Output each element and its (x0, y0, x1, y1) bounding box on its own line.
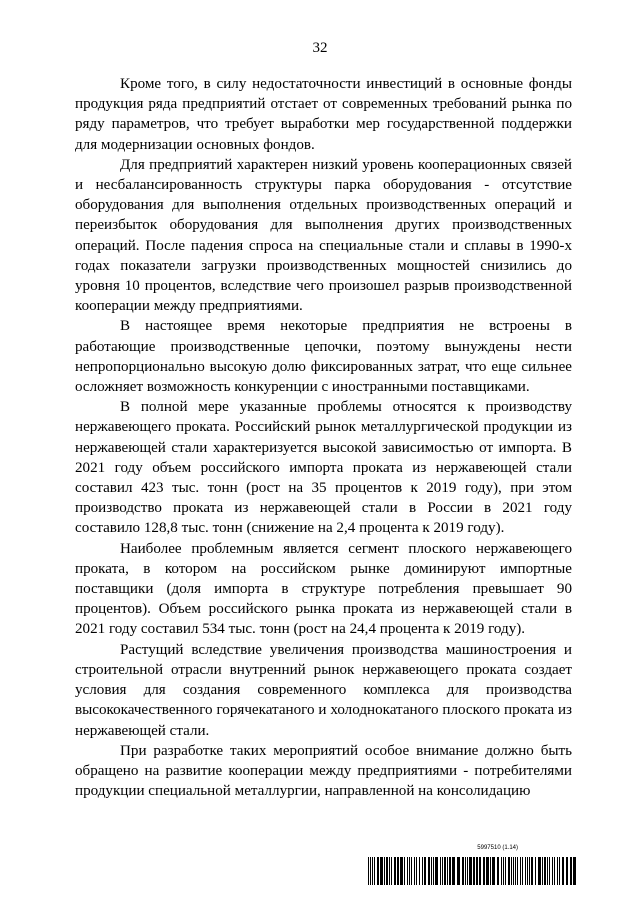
paragraph: Для предприятий характерен низкий уровень кооперационных связей и несбалансированность структуры парка оборудования - отсутствие оборудования для выполнения отдельных производственных операций и переизбыток оборудования для выполнения других производственных операций. После падения спроса на специальные стали и сплавы в 1990-х годах показатели загрузки производственных мощностей снизились до уровня 10 процентов, вследствие чего произошел разрыв производственной кооперации между предприятиями. (75, 156, 572, 315)
paragraph: При разработке таких мероприятий особое внимание должно быть обращено на развитие кооперации между предприятиями - потребителями продукции специальной металлургии, направленной на консолидацию (75, 742, 572, 800)
barcode-caption: 5997510 (1.14) (477, 845, 518, 851)
paragraph: В настоящее время некоторые предприятия не встроены в работающие производственные цепочки, поэтому вынуждены нести непропорционально высокую долю фиксированных затрат, что еще сильнее осложняет возможность конкуренции с иностранными поставщиками. (75, 318, 572, 396)
paragraph: В полной мере указанные проблемы относятся к производству нержавеющего проката. Российский рынок металлургической продукции из нержавеющей стали характеризуется высокой зависимостью от импорта. В 2021 году объем российского импорта проката из нержавеющей стали составил 423 тыс. тонн (рост на 35 процентов к 2019 году), при этом производство проката из нержавеющей стали в России в 2021 году составило 128,8 тыс. тонн (снижение на 2,4 процента к 2019 году). (75, 399, 572, 537)
page-number: 32 (312, 40, 328, 56)
paragraph: Растущий вследствие увеличения производства машиностроения и строительной отрасли внутренний рынок нержавеющего проката создает условия для создания современного комплекса для производства высококачественного горячекатаного и холоднокатаного плоского проката из нержавеющей стали. (75, 641, 572, 739)
paragraph: Кроме того, в силу недостаточности инвестиций в основные фонды продукция ряда предприятий отстает от современных требований рынка по ряду параметров, что требует выработки мер государственной поддержки для модернизации основных фондов. (75, 76, 572, 153)
paragraph: Наиболее проблемным является сегмент плоского нержавеющего проката, в котором на российском рынке доминируют импортные поставщики (доля импорта в структуре потребления превышает 90 процентов). Объем российского рынка проката из нержавеющей стали в 2021 году составил 534 тыс. тонн (рост на 24,4 процента к 2019 году). (75, 540, 572, 638)
body-text (75, 74, 572, 801)
barcode-icon (368, 857, 576, 885)
document-barcode (368, 845, 576, 885)
